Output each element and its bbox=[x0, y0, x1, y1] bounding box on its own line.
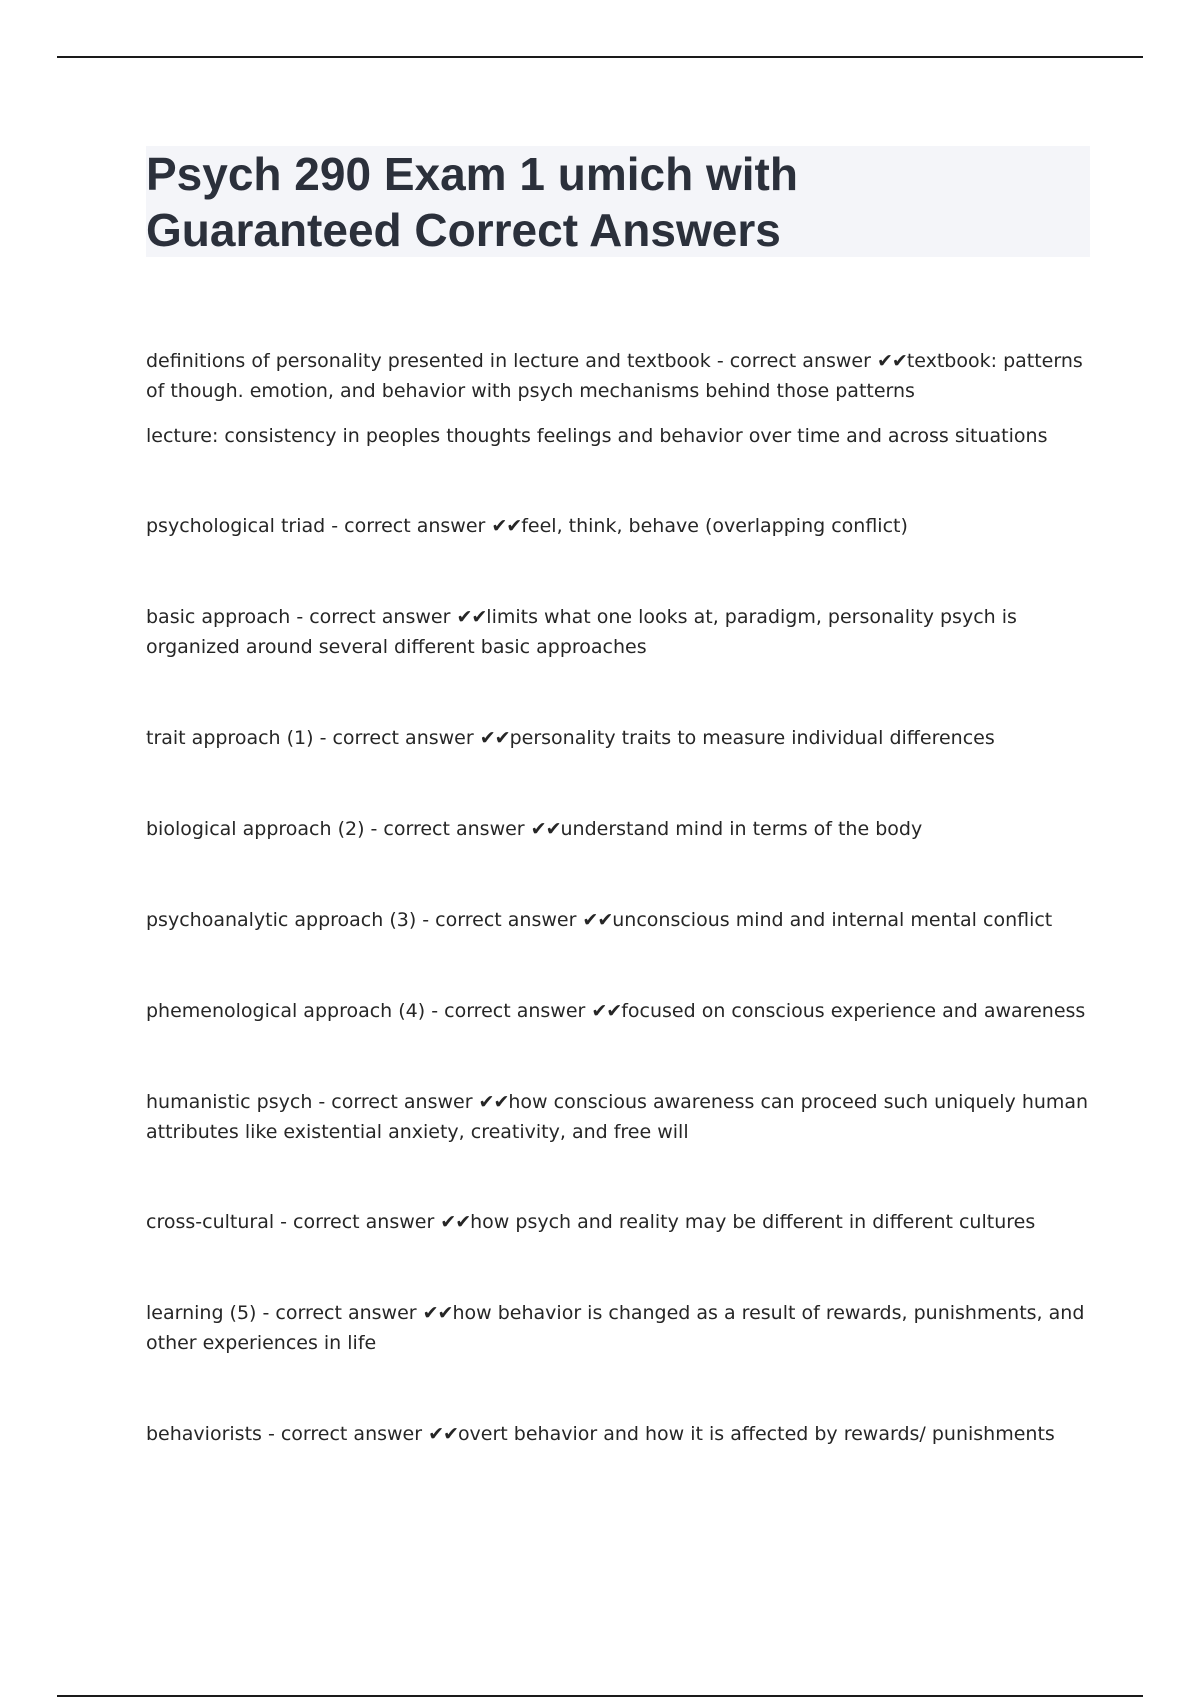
answer: feel, think, behave (overlapping conflict) bbox=[521, 515, 908, 537]
answer: personality traits to measure individual differences bbox=[509, 727, 995, 749]
qa-entry: biological approach (2) - correct answer ✔✔understand mind in terms of the body bbox=[146, 818, 923, 840]
term: learning (5) bbox=[146, 1302, 257, 1324]
answer: unconscious mind and internal mental conflict bbox=[612, 909, 1053, 931]
qa-entry: cross-cultural - correct answer ✔✔how psych and reality may be different in different cultures bbox=[146, 1211, 1036, 1233]
qa-entry: definitions of personality presented in lecture and textbook - correct answer ✔✔textbook: patterns of though. emotion, and behavior with psych mechanisms behind those patterns bbox=[146, 350, 1083, 402]
qa-entry: behaviorists - correct answer ✔✔overt behavior and how it is affected by rewards/ punishments bbox=[146, 1423, 1055, 1445]
check-icon: ✔✔ bbox=[478, 1091, 509, 1113]
term: biological approach (2) bbox=[146, 818, 365, 840]
qa-entry: phemenological approach (4) - correct answer ✔✔focused on conscious experience and awareness bbox=[146, 1000, 1086, 1022]
check-icon: ✔✔ bbox=[428, 1423, 458, 1445]
term: basic approach bbox=[146, 606, 291, 628]
check-icon: ✔✔ bbox=[491, 515, 522, 537]
qa-entry: psychological triad - correct answer ✔✔feel, think, behave (overlapping conflict) bbox=[146, 515, 908, 537]
title-line-2: Guaranteed Correct Answers bbox=[146, 204, 781, 256]
term: trait approach (1) bbox=[146, 727, 314, 749]
check-icon: ✔✔ bbox=[530, 818, 561, 840]
check-icon: ✔✔ bbox=[876, 350, 907, 372]
qa-entry: psychoanalytic approach (3) - correct answer ✔✔unconscious mind and internal mental conflict bbox=[146, 909, 1053, 931]
title-line-1: Psych 290 Exam 1 umich with bbox=[146, 148, 798, 200]
qa-entry: basic approach - correct answer ✔✔limits what one looks at, paradigm, personality psych is organized around several different basic approaches bbox=[146, 606, 1017, 658]
qa-entry: learning (5) - correct answer ✔✔how behavior is changed as a result of rewards, punishments, and other experiences in life bbox=[146, 1302, 1085, 1354]
qa-entry: trait approach (1) - correct answer ✔✔personality traits to measure individual differences bbox=[146, 727, 995, 749]
check-icon: ✔✔ bbox=[440, 1211, 471, 1233]
check-icon: ✔✔ bbox=[479, 727, 510, 749]
term: phemenological approach (4) bbox=[146, 1000, 426, 1022]
check-icon: ✔✔ bbox=[591, 1000, 622, 1022]
qa-entry: humanistic psych - correct answer ✔✔how conscious awareness can proceed such uniquely human attributes like existential anxiety, creativity, and free will bbox=[146, 1091, 1089, 1143]
term: behaviorists bbox=[146, 1423, 262, 1445]
check-icon: ✔✔ bbox=[456, 606, 487, 628]
document-title bbox=[146, 146, 1086, 258]
term: definitions of personality presented in lecture and textbook bbox=[146, 350, 711, 372]
term: cross-cultural bbox=[146, 1211, 275, 1233]
top-rule bbox=[57, 56, 1143, 58]
check-icon: ✔✔ bbox=[582, 909, 613, 931]
answer: textbook: patterns of though. emotion, and behavior with psych mechanisms behind those patterns bbox=[146, 350, 1083, 402]
answer: how behavior is changed as a result of rewards, punishments, and other experiences in life bbox=[146, 1302, 1085, 1354]
check-icon: ✔✔ bbox=[422, 1302, 453, 1324]
qa-entry-continuation bbox=[146, 421, 1096, 451]
answer: understand mind in terms of the body bbox=[560, 818, 923, 840]
answer: limits what one looks at, paradigm, personality psych is organized around several different basic approaches bbox=[146, 606, 1017, 658]
term: humanistic psych bbox=[146, 1091, 313, 1113]
answer: focused on conscious experience and awareness bbox=[621, 1000, 1086, 1022]
answer-extra: lecture: consistency in peoples thoughts feelings and behavior over time and across situations bbox=[146, 425, 1048, 447]
answer: how psych and reality may be different in different cultures bbox=[470, 1211, 1036, 1233]
term: psychological triad bbox=[146, 515, 326, 537]
term: psychoanalytic approach (3) bbox=[146, 909, 417, 931]
answer: overt behavior and how it is affected by rewards/ punishments bbox=[457, 1423, 1055, 1445]
answer: how conscious awareness can proceed such uniquely human attributes like existential anxiety, creativity, and free will bbox=[146, 1091, 1089, 1143]
bottom-rule bbox=[57, 1695, 1143, 1697]
